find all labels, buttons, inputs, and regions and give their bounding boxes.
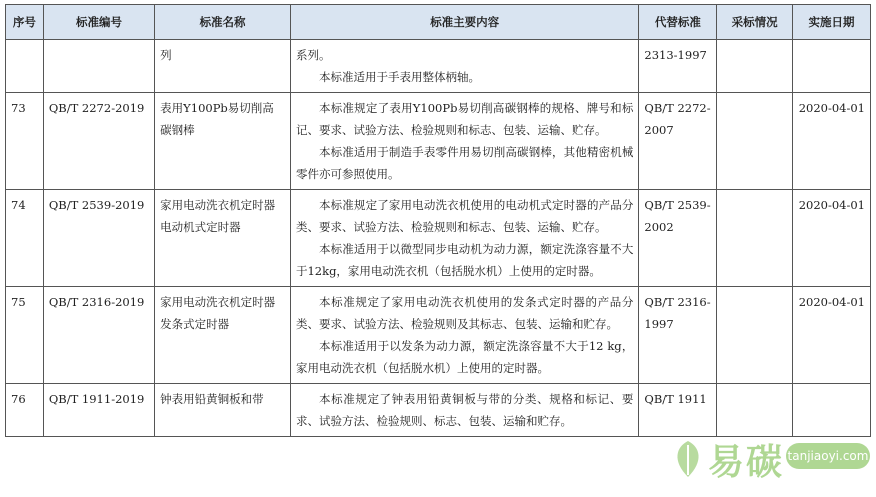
cell-content — [290, 190, 638, 287]
cell-replaced: QB/T 2539-2002 — [639, 190, 717, 287]
cell-code: QB/T 1911-2019 — [43, 384, 154, 437]
cell-content — [290, 93, 638, 190]
content-scope: 本标准适用于手表用整体柄轴。 — [318, 70, 480, 84]
table-row — [6, 190, 871, 287]
cell-replaced: QB/T 1911 — [639, 384, 717, 437]
watermark-logo — [664, 429, 874, 489]
header-code: 标准编号 — [43, 5, 154, 40]
cell-adoption — [717, 384, 793, 437]
cell-code: QB/T 2272-2019 — [43, 93, 154, 190]
cell-adoption — [717, 40, 793, 93]
cell-replaced: QB/T 2316-1997 — [639, 287, 717, 384]
standards-table — [5, 4, 871, 437]
watermark-domain: tanjiaoyi.com — [786, 443, 870, 469]
cell-name: 家用电动洗衣机定时器 发条式定时器 — [155, 287, 291, 384]
content-tail: 系列。 — [295, 48, 331, 62]
cell-date — [793, 40, 871, 93]
content-summary: 本标准规定了钟表用铅黄铜板与带的分类、规格和标记、要求、试验方法、检验规则、标志、包装、运输和贮存。 — [295, 392, 634, 428]
cell-content — [290, 40, 638, 93]
cell-code — [43, 40, 154, 93]
cell-date — [793, 384, 871, 437]
table-row — [6, 40, 871, 93]
table-row — [6, 384, 871, 437]
cell-name: 钟表用铅黄铜板和带 — [155, 384, 291, 437]
cell-date: 2020-04-01 — [793, 93, 871, 190]
watermark-brand: 易碳 — [708, 441, 785, 483]
content-summary: 本标准规定了家用电动洗衣机使用的电动机式定时器的产品分类、要求、试验方法、检验规则和标志、包装、运输、贮存。 — [295, 198, 634, 234]
header-date: 实施日期 — [793, 5, 871, 40]
cell-adoption — [717, 93, 793, 190]
content-summary: 本标准规定了表用Y100Pb易切削高碳钢棒的规格、牌号和标记、要求、试验方法、检验规则和标志、包装、运输、贮存。 — [295, 101, 634, 137]
cell-code: QB/T 2539-2019 — [43, 190, 154, 287]
cell-date: 2020-04-01 — [793, 287, 871, 384]
cell-adoption — [717, 190, 793, 287]
content-scope: 本标准适用于以发条为动力源，额定洗涤容量不大于12 kg，家用电动洗衣机（包括脱水机）上使用的定时器。 — [295, 339, 634, 375]
cell-no: 76 — [6, 384, 44, 437]
leaf-icon — [670, 439, 706, 479]
cell-no — [6, 40, 44, 93]
cell-name: 列 — [155, 40, 291, 93]
content-scope: 本标准适用于制造手表零件用易切削高碳钢棒，其他精密机械零件亦可参照使用。 — [295, 145, 634, 181]
cell-replaced: QB/T 2272-2007 — [639, 93, 717, 190]
cell-no: 74 — [6, 190, 44, 287]
cell-name: 表用Y100Pb易切削高碳钢棒 — [155, 93, 291, 190]
content-summary: 本标准规定了家用电动洗衣机使用的发条式定时器的产品分类、要求、试验方法、检验规则及其标志、包装、运输和贮存。 — [295, 295, 634, 331]
cell-no: 75 — [6, 287, 44, 384]
header-replaced: 代替标准 — [639, 5, 717, 40]
header-name: 标准名称 — [155, 5, 291, 40]
content-scope: 本标准适用于以微型同步电动机为动力源，额定洗涤容量不大于12kg，家用电动洗衣机（包括脱水机）上使用的定时器。 — [295, 242, 634, 278]
header-row — [6, 5, 871, 40]
cell-no: 73 — [6, 93, 44, 190]
cell-date: 2020-04-01 — [793, 190, 871, 287]
header-adoption: 采标情况 — [717, 5, 793, 40]
header-no: 序号 — [6, 5, 44, 40]
table-row — [6, 287, 871, 384]
cell-adoption — [717, 287, 793, 384]
cell-name: 家用电动洗衣机定时器 电动机式定时器 — [155, 190, 291, 287]
cell-replaced: 2313-1997 — [639, 40, 717, 93]
cell-content — [290, 287, 638, 384]
header-content: 标准主要内容 — [290, 5, 638, 40]
cell-code: QB/T 2316-2019 — [43, 287, 154, 384]
table-row — [6, 93, 871, 190]
cell-content — [290, 384, 638, 437]
